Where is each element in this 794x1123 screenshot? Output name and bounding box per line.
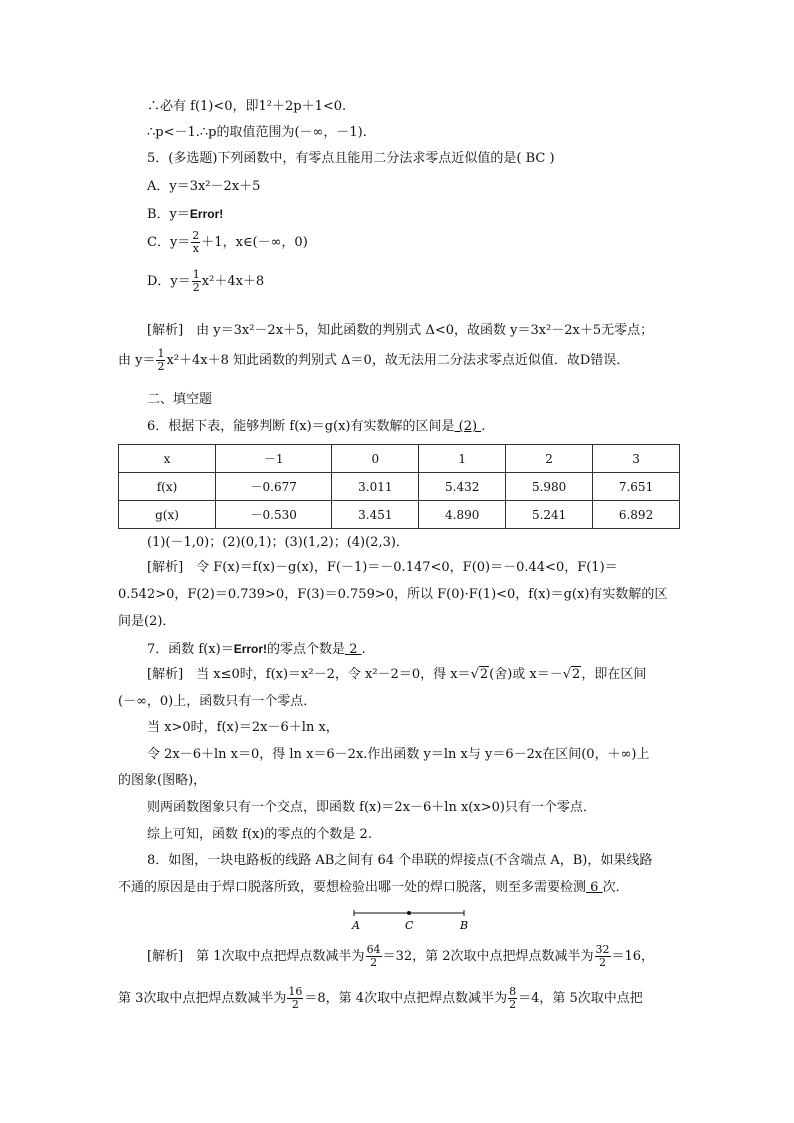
table-cell: 3.451 (332, 501, 419, 529)
table-cell: 1 (419, 445, 506, 473)
option-5c: C．y＝ $\frac{2}{x}$ ＋1，x∈(－∞，0) (147, 229, 308, 255)
line-2: ∴p<－1.∴p的取值范围为(－∞，－1). (147, 125, 367, 140)
analysis-7-line-7: 综上可知，函数 f(x)的零点的个数是 2. (147, 827, 372, 842)
question-8-line-2: 不通的原因是由于焊口脱落所致，要想检验出哪一处的焊口脱落，则至多需要检测 6 次． (118, 880, 629, 895)
table-row (119, 473, 680, 501)
analysis-6-line-3: 间是(2)． (118, 614, 176, 629)
answer-blank: 2 (345, 642, 362, 657)
table-cell: －0.677 (216, 473, 332, 501)
analysis-5-line-1: [解析] 由 y＝3x²－2x＋5，知此函数的判别式 Δ<0，故函数 y＝3x²－2x＋5无零点； (147, 323, 654, 338)
table-cell: 3 (593, 445, 680, 473)
label-c: C (405, 919, 414, 932)
analysis-8-line-2: 第 3次取中点把焊点数减半为 $\frac{16}{2}$ ＝8，第 4次取中点把焊点数减半为 $\frac{8}{2}$ ＝4，第 5次取中点把 (118, 985, 643, 1011)
question-5: 5．(多选题)下列函数中，有零点且能用二分法求零点近似值的是( BC ) (147, 151, 555, 166)
table-cell: 0 (332, 445, 419, 473)
fraction: $\frac{1}{2}$ (192, 268, 200, 294)
table-cell: －0.530 (216, 501, 332, 529)
table-cell: 5.980 (506, 473, 593, 501)
line-1: ∴必有 f(1)<0，即1²＋2p＋1<0. (147, 99, 347, 114)
analysis-7-line-6: 则两函数图象只有一个交点，即函数 f(x)＝2x－6＋ln x(x>0)只有一个零点． (147, 800, 596, 815)
analysis-5-line-2: 由 y＝ $\frac{1}{2}$ x²＋4x＋8 知此函数的判别式 Δ＝0，故无法用二分法求零点近似值．故D错误． (118, 347, 630, 373)
table-cell: 4.890 (419, 501, 506, 529)
analysis-7-line-2: (－∞，0)上，函数只有一个零点． (118, 694, 317, 709)
fraction: $\frac{2}{x}$ (192, 229, 200, 255)
fraction: $\frac{1}{2}$ (157, 347, 165, 373)
answer-blank: 6 (586, 880, 603, 895)
question-7: 7．函数 f(x)＝Error!的零点个数是 2 . (147, 642, 366, 657)
fraction: $\frac{32}{2}$ (595, 943, 610, 969)
analysis-6-line-1: [解析] 令 F(x)＝f(x)－g(x)，F(－1)＝－0.147<0，F(0)＝－0.44<0，F(1)＝ (147, 560, 618, 575)
analysis-7-line-4: 令 2x－6＋ln x＝0，得 ln x＝6－2x.作出函数 y＝ln x与 y＝6－2x在区间(0，＋∞)上 (147, 747, 650, 762)
analysis-7-line-3: 当 x>0时，f(x)＝2x－6＋ln x， (147, 720, 339, 735)
table-cell: g(x) (119, 501, 216, 529)
analysis-7-line-5: 的图象(图略)， (118, 773, 207, 788)
table-row (119, 445, 680, 473)
fraction: $\frac{16}{2}$ (288, 985, 303, 1011)
table-cell: 2 (506, 445, 593, 473)
analysis-6-line-2: 0.542>0，F(2)＝0.739>0，F(3)＝0.759>0，所以 F(0)·F(1)<0，f(x)＝g(x)有实数解的区 (118, 587, 668, 602)
table-cell: 5.432 (419, 473, 506, 501)
question-6: 6．根据下表，能够判断 f(x)＝g(x)有实数解的区间是 (2) . (147, 419, 486, 434)
question-8-line-1: 8．如图，一块电路板的线路 AB之间有 64 个串联的焊接点(不含端点 A，B)，如果线路 (147, 853, 653, 868)
table-cell: 6.892 (593, 501, 680, 529)
option-5a: A．y＝3x²－2x＋5 (147, 179, 261, 194)
label-b: B (460, 919, 469, 932)
circuit-diagram (350, 907, 470, 933)
table-cell: f(x) (119, 473, 216, 501)
table-cell: 5.241 (506, 501, 593, 529)
value-table (118, 444, 680, 529)
analysis-7-line-1: [解析] 当 x≤0时，f(x)＝x²－2，令 x²－2＝0，得 x＝√2(舍)或 x＝－√2，即在区间 (147, 667, 647, 682)
analysis-8-line-1: [解析] 第 1次取中点把焊点数减半为 $\frac{64}{2}$ ＝32，第 2次取中点把焊点数减半为 $\frac{32}{2}$ ＝16， (147, 943, 655, 969)
section-2-heading: 二、填空题 (147, 392, 213, 407)
table-cell: 7.651 (593, 473, 680, 501)
table-cell: －1 (216, 445, 332, 473)
point-c (407, 911, 411, 915)
fraction: $\frac{8}{2}$ (509, 985, 517, 1011)
answer-blank: (2) (454, 419, 482, 434)
option-5d: D．y＝ $\frac{1}{2}$ x²＋4x＋8 (147, 268, 265, 294)
label-a: A (352, 919, 360, 932)
sqrt: √2 (470, 667, 489, 682)
table-row (119, 501, 680, 529)
table-cell: x (119, 445, 216, 473)
fraction: $\frac{64}{2}$ (366, 943, 381, 969)
question-6-options: (1)(－1,0)；(2)(0,1)；(3)(1,2)；(4)(2,3)． (147, 535, 409, 550)
error-text: Error! (189, 207, 224, 221)
table-cell: 3.011 (332, 473, 419, 501)
option-5b: B．y＝Error! (147, 207, 224, 222)
sqrt: √2 (562, 667, 581, 682)
